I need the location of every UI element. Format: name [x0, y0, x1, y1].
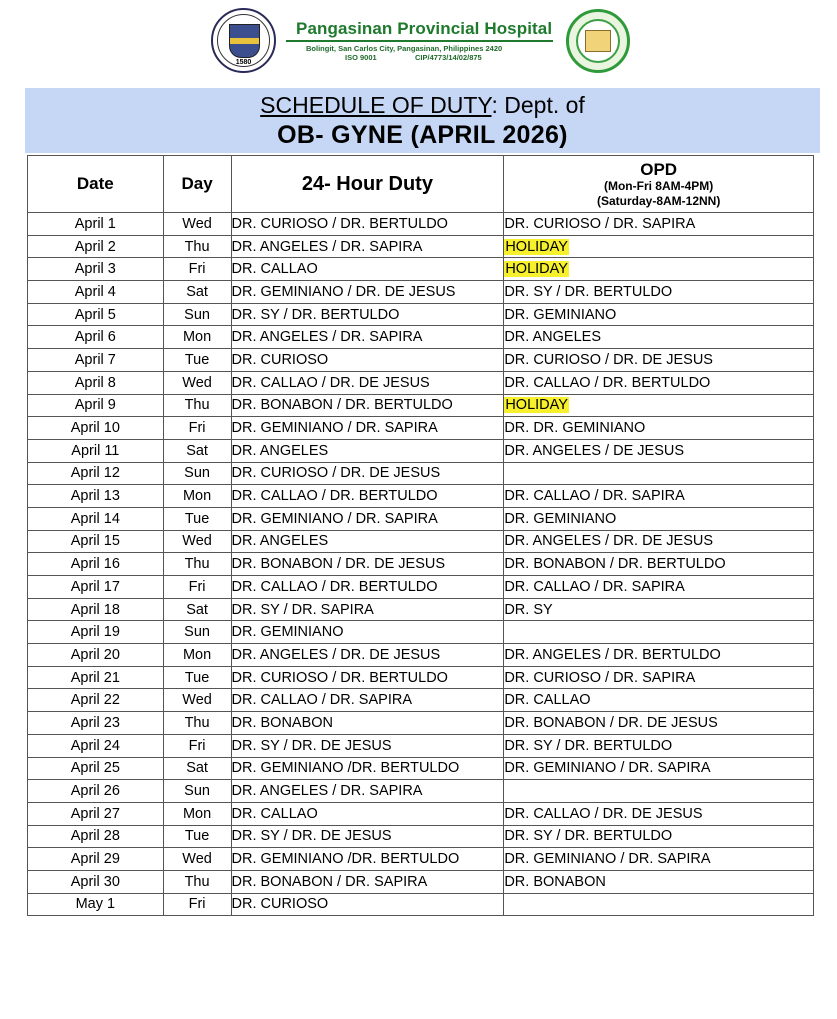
cell-day: Fri — [163, 734, 231, 757]
cell-24-hour-duty: DR. GEMINIANO — [231, 621, 504, 644]
cell-opd: DR. CURIOSO / DR. SAPIRA — [504, 213, 814, 236]
cell-opd: DR. GEMINIANO / DR. SAPIRA — [504, 757, 814, 780]
cell-day: Sun — [163, 462, 231, 485]
cell-date: April 23 — [28, 712, 164, 735]
table-row — [28, 417, 814, 440]
cell-24-hour-duty: DR. ANGELES / DR. SAPIRA — [231, 235, 504, 258]
cell-opd: DR. BONABON / DR. DE JESUS — [504, 712, 814, 735]
cell-opd — [504, 462, 814, 485]
cell-date: April 10 — [28, 417, 164, 440]
cell-24-hour-duty: DR. BONABON / DR. DE JESUS — [231, 553, 504, 576]
holiday-badge: HOLIDAY — [505, 397, 568, 414]
table-row — [28, 281, 814, 304]
table-row — [28, 621, 814, 644]
hospital-seal-icon — [566, 9, 630, 73]
cell-24-hour-duty: DR. BONABON / DR. SAPIRA — [231, 870, 504, 893]
cell-day: Fri — [163, 417, 231, 440]
table-row — [28, 780, 814, 803]
cell-date: April 30 — [28, 870, 164, 893]
cell-opd — [504, 394, 814, 417]
cell-24-hour-duty: DR. BONABON — [231, 712, 504, 735]
seal-year: 1580 — [235, 59, 252, 66]
table-row — [28, 371, 814, 394]
cell-day: Sun — [163, 780, 231, 803]
holiday-badge: HOLIDAY — [505, 261, 568, 278]
cell-24-hour-duty: DR. GEMINIANO /DR. BERTULDO — [231, 757, 504, 780]
cip-number: CIP/4773/14/02/875 — [415, 53, 482, 62]
table-row — [28, 644, 814, 667]
cell-24-hour-duty: DR. CALLAO / DR. DE JESUS — [231, 371, 504, 394]
table-row — [28, 825, 814, 848]
cell-opd: DR. CALLAO / DR. BERTULDO — [504, 371, 814, 394]
header-opd — [504, 156, 814, 213]
cell-opd: DR. SY / DR. BERTULDO — [504, 825, 814, 848]
cell-date: April 5 — [28, 303, 164, 326]
cell-24-hour-duty: DR. SY / DR. BERTULDO — [231, 303, 504, 326]
cell-date: April 15 — [28, 530, 164, 553]
header-opd-weekday-hours: (Mon-Fri 8AM-4PM) — [603, 178, 714, 193]
cell-opd: DR. ANGELES / DE JESUS — [504, 439, 814, 462]
cell-date: April 17 — [28, 576, 164, 599]
cell-24-hour-duty: DR. CALLAO — [231, 258, 504, 281]
cell-opd: DR. BONABON — [504, 870, 814, 893]
hospital-name-rule — [286, 40, 553, 42]
table-row — [28, 485, 814, 508]
cell-opd: DR. GEMINIANO — [504, 303, 814, 326]
cell-24-hour-duty: DR. CALLAO — [231, 802, 504, 825]
cell-date: April 19 — [28, 621, 164, 644]
cell-opd: DR. SY / DR. BERTULDO — [504, 281, 814, 304]
cell-day: Wed — [163, 213, 231, 236]
cell-date: April 9 — [28, 394, 164, 417]
cell-day: Sat — [163, 281, 231, 304]
cell-opd: DR. CURIOSO / DR. DE JESUS — [504, 349, 814, 372]
table-row — [28, 235, 814, 258]
table-row — [28, 757, 814, 780]
cell-date: April 22 — [28, 689, 164, 712]
seal-shield — [229, 24, 260, 58]
header-opd-title: OPD — [640, 159, 678, 179]
cell-day: Thu — [163, 235, 231, 258]
cell-opd: DR. CURIOSO / DR. SAPIRA — [504, 666, 814, 689]
cell-date: April 14 — [28, 507, 164, 530]
table-body — [28, 213, 814, 916]
table-row — [28, 507, 814, 530]
duty-schedule-table — [27, 155, 814, 916]
cell-day: Sun — [163, 303, 231, 326]
cell-opd — [504, 893, 814, 916]
cell-opd: DR. SY — [504, 598, 814, 621]
cell-day: Wed — [163, 848, 231, 871]
table-row — [28, 666, 814, 689]
cell-date: April 7 — [28, 349, 164, 372]
cell-24-hour-duty: DR. ANGELES — [231, 530, 504, 553]
cell-24-hour-duty: DR. CALLAO / DR. BERTULDO — [231, 576, 504, 599]
cell-day: Wed — [163, 530, 231, 553]
table-row — [28, 712, 814, 735]
iso-cert: ISO 9001 — [345, 53, 377, 62]
cell-date: April 12 — [28, 462, 164, 485]
cell-24-hour-duty: DR. GEMINIANO / DR. DE JESUS — [231, 281, 504, 304]
cell-date: April 26 — [28, 780, 164, 803]
cell-day: Mon — [163, 802, 231, 825]
holiday-badge: HOLIDAY — [505, 238, 568, 255]
cell-day: Sat — [163, 598, 231, 621]
schedule-title-underlined: SCHEDULE OF DUTY — [260, 92, 492, 118]
table-row — [28, 303, 814, 326]
cell-date: April 3 — [28, 258, 164, 281]
cell-date: April 18 — [28, 598, 164, 621]
cell-date: April 29 — [28, 848, 164, 871]
cell-opd: DR. CALLAO / DR. DE JESUS — [504, 802, 814, 825]
cell-24-hour-duty: DR. ANGELES / DR. DE JESUS — [231, 644, 504, 667]
cell-day: Tue — [163, 507, 231, 530]
cell-day: Sat — [163, 757, 231, 780]
table-row — [28, 802, 814, 825]
table-row — [28, 734, 814, 757]
cell-day: Sun — [163, 621, 231, 644]
cell-day: Thu — [163, 394, 231, 417]
cell-24-hour-duty: DR. CURIOSO — [231, 349, 504, 372]
cell-opd: DR. ANGELES / DR. DE JESUS — [504, 530, 814, 553]
hospital-name: Pangasinan Provincial Hospital — [296, 19, 553, 38]
cell-opd: DR. CALLAO — [504, 689, 814, 712]
cell-date: April 24 — [28, 734, 164, 757]
cell-date: April 28 — [28, 825, 164, 848]
table-row — [28, 213, 814, 236]
cell-24-hour-duty: DR. BONABON / DR. BERTULDO — [231, 394, 504, 417]
cell-opd — [504, 258, 814, 281]
cell-day: Tue — [163, 666, 231, 689]
table-row — [28, 598, 814, 621]
cell-day: Thu — [163, 870, 231, 893]
header-opd-saturday-hours: (Saturday-8AM-12NN) — [596, 193, 721, 208]
cell-opd: DR. CALLAO / DR. SAPIRA — [504, 485, 814, 508]
cell-24-hour-duty: DR. CURIOSO / DR. BERTULDO — [231, 666, 504, 689]
cell-date: May 1 — [28, 893, 164, 916]
cell-day: Tue — [163, 825, 231, 848]
table-row — [28, 326, 814, 349]
cell-24-hour-duty: DR. GEMINIANO / DR. SAPIRA — [231, 417, 504, 440]
province-seal-icon — [211, 8, 276, 73]
cell-date: April 6 — [28, 326, 164, 349]
schedule-title — [25, 92, 820, 119]
letterhead — [0, 0, 837, 86]
header-row — [28, 156, 814, 213]
table-row — [28, 870, 814, 893]
cell-day: Wed — [163, 371, 231, 394]
cell-opd: DR. DR. GEMINIANO — [504, 417, 814, 440]
department-title: OB- GYNE (APRIL 2026) — [277, 121, 568, 149]
table-row — [28, 553, 814, 576]
cell-day: Tue — [163, 349, 231, 372]
cell-opd — [504, 780, 814, 803]
header-date: Date — [28, 156, 164, 213]
cell-opd — [504, 235, 814, 258]
cell-date: April 16 — [28, 553, 164, 576]
cell-opd: DR. CALLAO / DR. SAPIRA — [504, 576, 814, 599]
table-row — [28, 439, 814, 462]
cell-date: April 27 — [28, 802, 164, 825]
cell-24-hour-duty: DR. GEMINIANO / DR. SAPIRA — [231, 507, 504, 530]
cell-day: Thu — [163, 553, 231, 576]
cell-date: April 8 — [28, 371, 164, 394]
cell-day: Fri — [163, 893, 231, 916]
cell-24-hour-duty: DR. GEMINIANO /DR. BERTULDO — [231, 848, 504, 871]
cell-day: Mon — [163, 485, 231, 508]
cell-opd: DR. SY / DR. BERTULDO — [504, 734, 814, 757]
cell-date: April 13 — [28, 485, 164, 508]
title-band — [25, 88, 820, 153]
cell-date: April 25 — [28, 757, 164, 780]
cell-date: April 11 — [28, 439, 164, 462]
table-row — [28, 258, 814, 281]
cell-date: April 1 — [28, 213, 164, 236]
table-row — [28, 848, 814, 871]
cell-date: April 21 — [28, 666, 164, 689]
cell-opd: DR. ANGELES / DR. BERTULDO — [504, 644, 814, 667]
cell-opd — [504, 621, 814, 644]
cell-day: Fri — [163, 258, 231, 281]
cell-24-hour-duty: DR. ANGELES — [231, 439, 504, 462]
cell-24-hour-duty: DR. CURIOSO / DR. BERTULDO — [231, 213, 504, 236]
cell-day: Mon — [163, 644, 231, 667]
cell-24-hour-duty: DR. ANGELES / DR. SAPIRA — [231, 780, 504, 803]
cell-date: April 2 — [28, 235, 164, 258]
table-row — [28, 689, 814, 712]
cell-24-hour-duty: DR. CURIOSO — [231, 893, 504, 916]
cell-24-hour-duty: DR. CALLAO / DR. SAPIRA — [231, 689, 504, 712]
cell-24-hour-duty: DR. SY / DR. SAPIRA — [231, 598, 504, 621]
schedule-title-rest: : Dept. of — [491, 92, 585, 118]
seal-building — [585, 30, 611, 52]
cell-24-hour-duty: DR. CURIOSO / DR. DE JESUS — [231, 462, 504, 485]
cell-24-hour-duty: DR. SY / DR. DE JESUS — [231, 734, 504, 757]
cell-day: Mon — [163, 326, 231, 349]
cell-date: April 20 — [28, 644, 164, 667]
cell-day: Wed — [163, 689, 231, 712]
cell-day: Sat — [163, 439, 231, 462]
cell-opd: DR. GEMINIANO / DR. SAPIRA — [504, 848, 814, 871]
cell-opd: DR. BONABON / DR. BERTULDO — [504, 553, 814, 576]
header-24-hour-duty: 24- Hour Duty — [231, 156, 504, 213]
cell-24-hour-duty: DR. CALLAO / DR. BERTULDO — [231, 485, 504, 508]
cell-24-hour-duty: DR. SY / DR. DE JESUS — [231, 825, 504, 848]
table-row — [28, 349, 814, 372]
table-row — [28, 893, 814, 916]
cell-opd: DR. GEMINIANO — [504, 507, 814, 530]
cell-day: Fri — [163, 576, 231, 599]
table-row — [28, 394, 814, 417]
cell-day: Thu — [163, 712, 231, 735]
header-day: Day — [163, 156, 231, 213]
table-row — [28, 462, 814, 485]
cell-opd: DR. ANGELES — [504, 326, 814, 349]
cell-date: April 4 — [28, 281, 164, 304]
hospital-address: Bolingit, San Carlos City, Pangasinan, Philippines 2420 — [306, 44, 503, 53]
table-row — [28, 576, 814, 599]
cell-24-hour-duty: DR. ANGELES / DR. SAPIRA — [231, 326, 504, 349]
table-row — [28, 530, 814, 553]
